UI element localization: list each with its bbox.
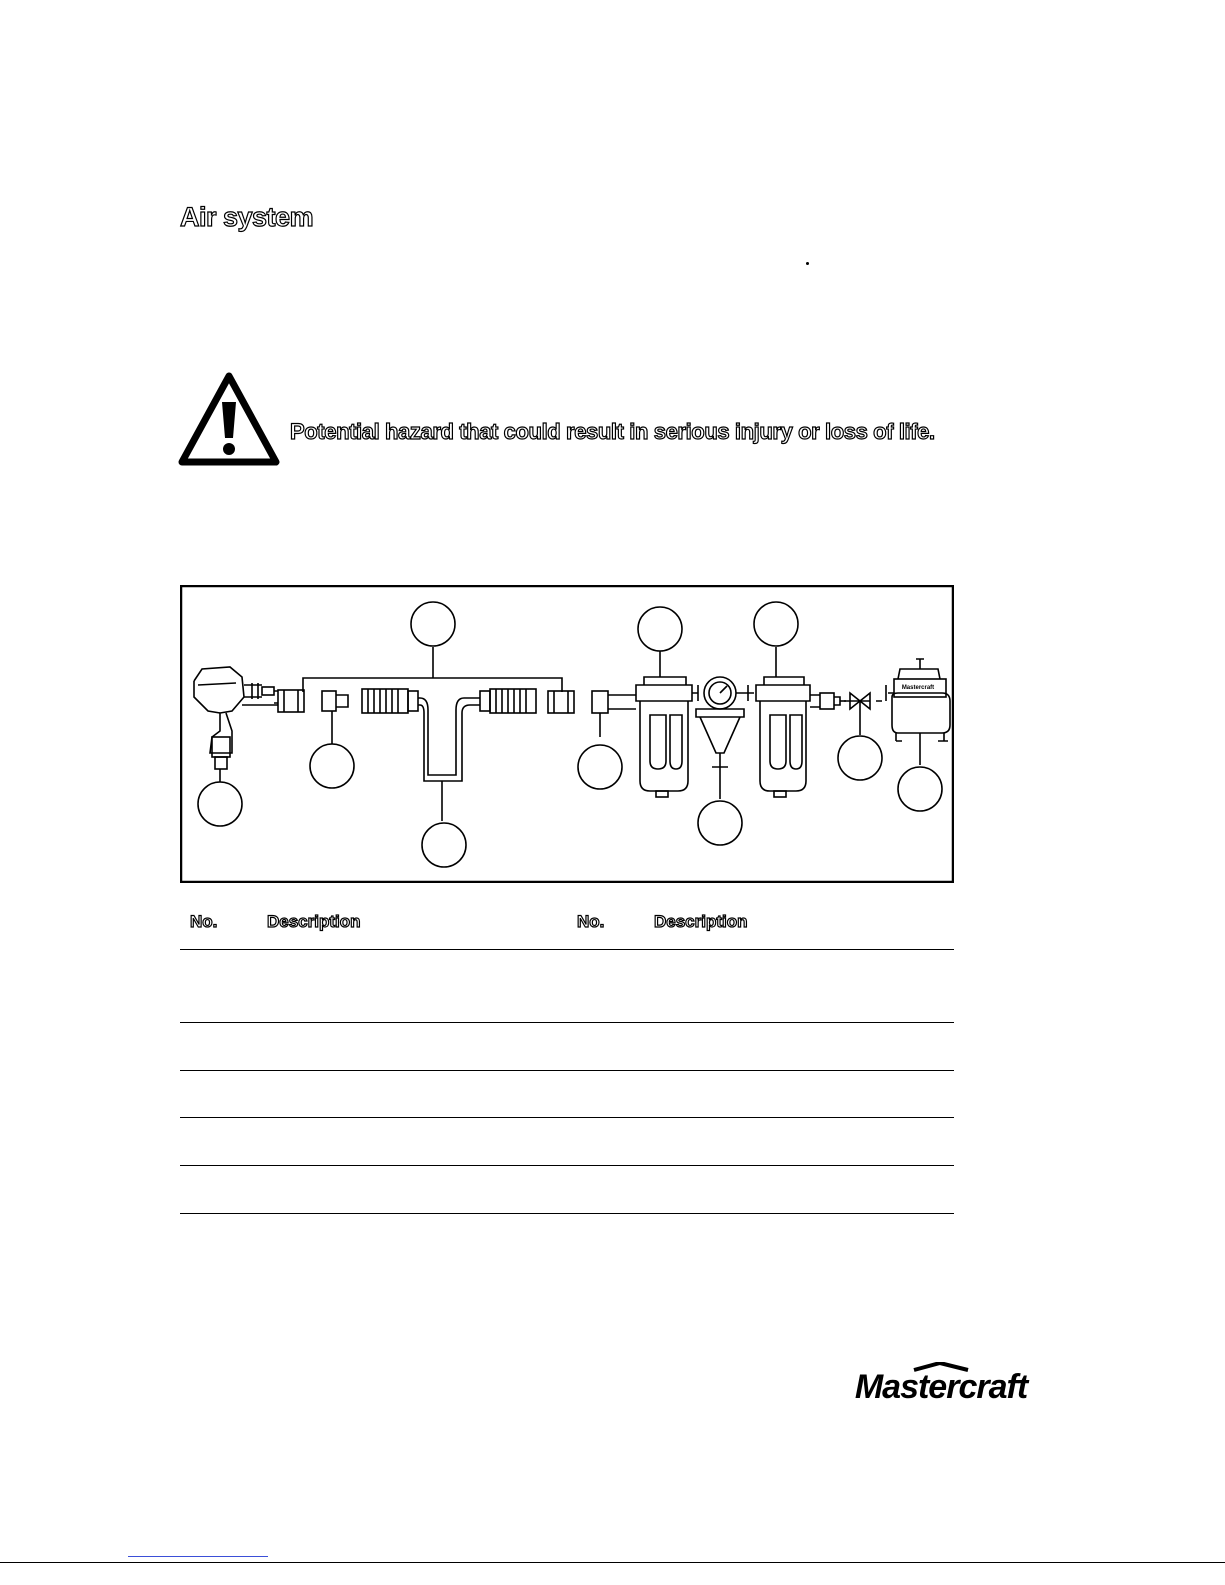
table-header-no-left: No.: [190, 912, 218, 931]
callout-circle: [578, 745, 622, 789]
callout-circle: [838, 736, 882, 780]
warning-triangle-icon: [178, 372, 280, 466]
air-system-diagram: [180, 585, 954, 883]
table-rule: [180, 1070, 954, 1071]
section-title: Air system: [180, 202, 314, 232]
table-rule: [180, 1117, 954, 1118]
stray-dot: [806, 262, 809, 265]
callout-circle: [411, 602, 455, 646]
table-rule: [180, 1165, 954, 1166]
callout-circle: [310, 744, 354, 788]
callout-circle: [422, 823, 466, 867]
footer-rule: [0, 1562, 1225, 1563]
compressor-brand-label: Mastercraft: [901, 685, 935, 691]
table-rule: [180, 1213, 954, 1214]
table-header-description-right: Description: [654, 912, 748, 931]
table-rule: [180, 949, 954, 950]
warning-text: Potential hazard that could result in serious injury or loss of life.: [290, 419, 935, 444]
callout-circle: [698, 801, 742, 845]
callout-circle: [898, 767, 942, 811]
svg-text:Mastercraft: Mastercraft: [854, 1368, 1028, 1404]
footer-link-underline: [128, 1556, 268, 1557]
callout-circle: [198, 782, 242, 826]
callout-circle: [638, 607, 682, 651]
mastercraft-logo: [826, 1362, 1056, 1404]
callout-circle: [754, 602, 798, 646]
table-header-no-right: No.: [577, 912, 605, 931]
table-header-description-left: Description: [267, 912, 361, 931]
table-rule: [180, 1022, 954, 1023]
